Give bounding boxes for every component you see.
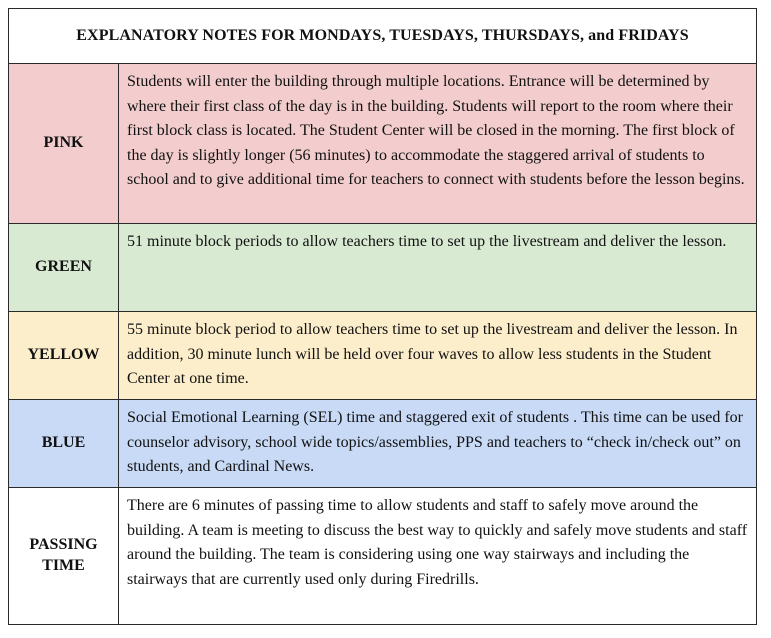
row-label-passing-time: PASSING TIME (9, 488, 119, 624)
row-description-pink: Students will enter the building through multiple locations. Entrance will be determined by where their first class of the day is in the building. Students will report to the room where their first block class is located. The Student Center will be closed in the morning. The first block of the day is slightly longer (56 minutes) to accommodate the staggered arrival of students to school and to give additional time for teachers to connect with students before the lesson begins. (119, 64, 756, 224)
row-description-passing-time: There are 6 minutes of passing time to allow students and staff to safely move around the building. A team is meeting to discuss the best way to quickly and safely move students and staff around the building. The team is considering using one way stairways and including the stairways that are currently used only during Firedrills. (119, 488, 756, 624)
row-label-pink: PINK (9, 64, 119, 224)
row-label-blue: BLUE (9, 400, 119, 488)
table-title: EXPLANATORY NOTES FOR MONDAYS, TUESDAYS, THURSDAYS, and FRIDAYS (9, 9, 756, 64)
explanatory-notes-table (8, 8, 757, 625)
row-label-yellow: YELLOW (9, 312, 119, 400)
row-label-green: GREEN (9, 224, 119, 312)
row-description-blue: Social Emotional Learning (SEL) time and staggered exit of students . This time can be used for counselor advisory, school wide topics/assemblies, PPS and teachers to “check in/check out” on students, and Cardinal News. (119, 400, 756, 488)
row-description-green: 51 minute block periods to allow teachers time to set up the livestream and deliver the lesson. (119, 224, 756, 312)
row-description-yellow: 55 minute block period to allow teachers time to set up the livestream and deliver the lesson. In addition, 30 minute lunch will be held over four waves to allow less students in the Student Center at one time. (119, 312, 756, 400)
